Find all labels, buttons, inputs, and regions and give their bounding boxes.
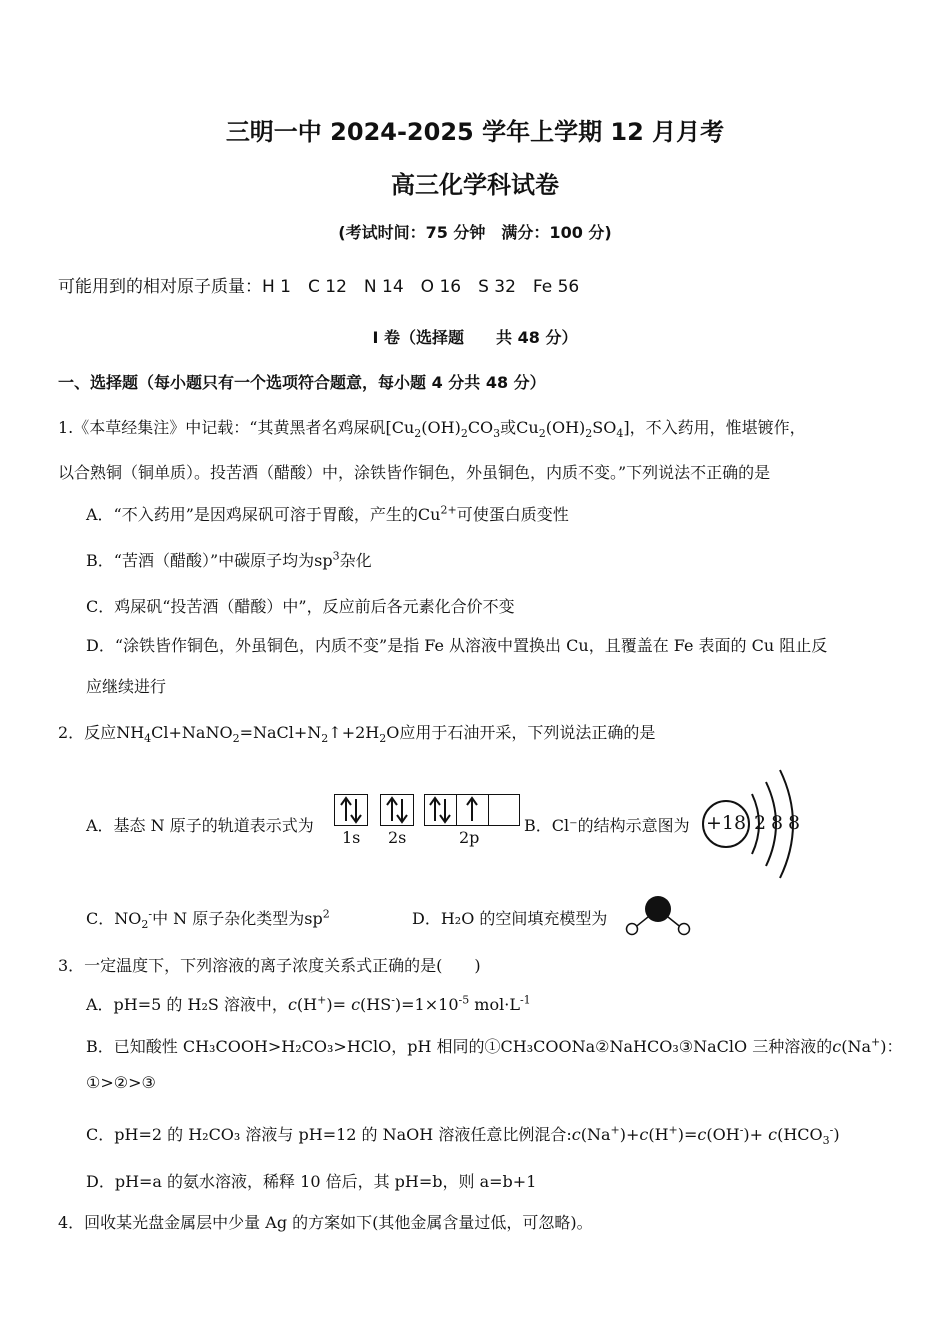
q1-formula: $Cu_2(OH)_2CO_3$或$Cu_2(OH)_2SO_4$]	[391, 418, 630, 441]
exam-info: (考试时间：75 分钟 满分：100 分)	[338, 223, 612, 242]
q3-a-expression: $c(H^+)= c(HS^-)=1\times 10^{-5}$ $mol\cdot L^{-1}$	[287, 993, 531, 1014]
cu2plus-formula: $Cu^{2+}$	[417, 503, 457, 524]
part-title: 一、选择题（每小题只有一个选项符合题意，每小题 4 分共 48 分）	[58, 373, 546, 392]
q3-option-d[interactable]: D．pH=a 的氨水溶液，稀释 10 倍后，其 pH=b，则 a=b+1	[86, 1172, 537, 1191]
q1-option-b[interactable]: B．“苦酒（醋酸）”中碳原子均为$sp^3$杂化	[86, 549, 372, 570]
q1-option-a[interactable]: A．“不入药用”是因鸡屎矾可溶于胃酸，产生的$Cu^{2+}$可使蛋白质变性	[86, 503, 569, 524]
exam-subtitle: 高三化学科试卷	[391, 171, 559, 199]
up-down-arrows-icon	[425, 795, 456, 825]
orbital-label-1s: 1s	[342, 828, 361, 847]
shell-2-count: 8	[771, 812, 784, 834]
q1-stem-line1	[58, 415, 806, 440]
q2-option-a[interactable]: A．基态 N 原子的轨道表示式为	[86, 816, 314, 835]
orbital-box-1s	[334, 794, 368, 826]
orbital-label-2p: 2p	[459, 828, 480, 847]
atomic-mass-line: 可能用到的相对原子质量：H 1 C 12 N 14 O 16 S 32 Fe 56	[58, 277, 580, 297]
shell-3-count: 8	[788, 812, 801, 834]
q3-option-b-line2: ①>②>③	[86, 1073, 156, 1092]
sp2-formula: $sp^2$	[304, 907, 330, 928]
q1-stem-post: ，不入药用，惟堪镀作，	[629, 418, 806, 437]
no2-minus-formula: $NO_2^-$	[114, 907, 153, 932]
q1-option-c[interactable]: C．鸡屎矾“投苦酒（醋酸）中”，反应前后各元素化合价不变	[86, 597, 515, 616]
section-title: I 卷（选择题 共 48 分）	[372, 328, 578, 347]
sp3-formula: $sp^3$	[314, 549, 340, 570]
c-na-expression: c(Na+)：	[832, 1035, 903, 1056]
q2-reaction: $NH_4Cl+NaNO_2=NaCl+N_2↑+2H_2O$	[116, 723, 400, 746]
nucleus-charge: +18	[705, 812, 747, 834]
q2-option-c[interactable]: C．$NO_2^-$中 N 原子杂化类型为$sp^2$	[86, 907, 330, 932]
shell-1-count: 2	[754, 812, 767, 834]
orbital-box-2p	[424, 794, 520, 826]
q3-option-a[interactable]: A．pH=5 的 H₂S 溶液中，$c(H^+)= c(HS^-)=1\times 10^{-5}$ $mol\cdot L^{-1}$	[86, 993, 531, 1014]
up-down-arrows-icon	[335, 795, 367, 825]
water-space-filling-model-icon	[624, 893, 692, 937]
q3-c-expression: $c(Na^+)+c(H^+)=c(OH^-)+ c(HCO_3^-)$	[571, 1123, 840, 1148]
up-down-arrows-icon	[381, 795, 413, 825]
q4-stem: 4．回收某光盘金属层中少量 Ag 的方案如下(其他金属含量过低，可忽略)。	[58, 1213, 593, 1232]
q1-stem-pre: 1.《本草经集注》中记载：“其黄黑者名鸡屎矾[	[58, 418, 392, 437]
q2-option-b[interactable]: B．Cl⁻的结构示意图为	[524, 816, 690, 835]
q3-option-c[interactable]: C．pH=2 的 H₂CO₃ 溶液与 pH=12 的 NaOH 溶液任意比例混合:c(Na+)+c(H+)=c(OH-)+ $c(HCO_3^-)$	[86, 1123, 840, 1148]
up-arrow-icon	[457, 795, 488, 825]
q1-option-d-line2: 应继续进行	[86, 677, 167, 696]
exam-title: 三明一中 2024-2025 学年上学期 12 月月考	[225, 118, 725, 146]
orbital-label-2s: 2s	[388, 828, 407, 847]
q2-stem: 2．反应$NH_4Cl+NaNO_2=NaCl+N_2↑+2H_2O$应用于石油开采，下列说法正确的是	[58, 723, 656, 746]
orbital-box-2s	[380, 794, 414, 826]
q1-option-d-line1[interactable]: D．“涂铁皆作铜色，外虽铜色，内质不变”是指 Fe 从溶液中置换出 Cu，且覆盖在 Fe 表面的 Cu 阻止反	[86, 636, 828, 655]
q3-option-b-line1[interactable]: B．已知酸性 CH₃COOH>H₂CO₃>HClO，pH 相同的①CH₃COONa②NaHCO₃③NaClO 三种溶液的c(Na+)：	[86, 1035, 903, 1056]
q3-stem: 3．一定温度下，下列溶液的离子浓度关系式正确的是( )	[58, 956, 481, 975]
q2-option-d[interactable]: D．H₂O 的空间填充模型为	[412, 909, 608, 928]
q1-stem-line2: 以合熟铜（铜单质）。投苦酒（醋酸）中，涂铁皆作铜色，外虽铜色，内质不变。”下列说法不正确的是	[58, 463, 771, 482]
